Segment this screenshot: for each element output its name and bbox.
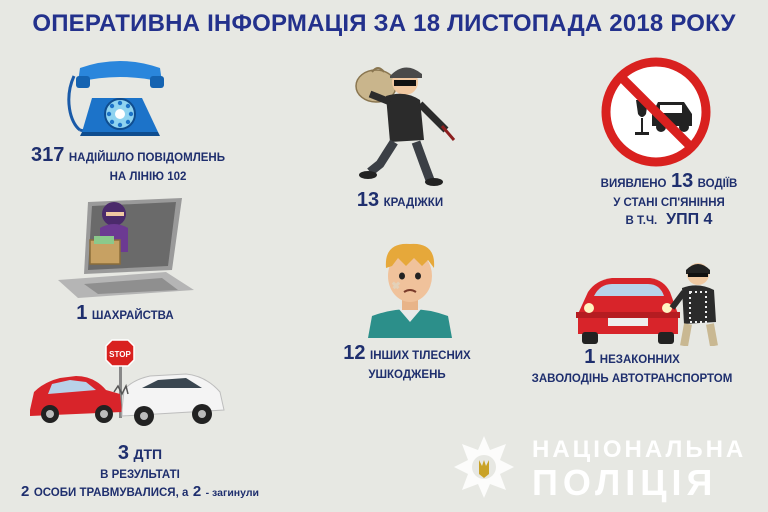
drunk-line3-label: УПП: [666, 211, 700, 229]
carjack-number: 1: [584, 346, 596, 368]
drunk-suffix: ВОДІЇВ: [697, 178, 738, 190]
phone-icon: [62, 58, 172, 138]
no-drunk-driving-icon: [600, 56, 712, 168]
calls-line2: НА ЛІНІЮ 102: [109, 171, 187, 183]
laptop-fraud-icon: [58, 192, 198, 298]
carjack-line1: НЕЗАКОННИХ: [599, 354, 680, 366]
accidents-line2: В РЕЗУЛЬТАТІ: [100, 469, 180, 481]
fraud-number: 1: [76, 302, 88, 324]
thefts-label: КРАДІЖКИ: [383, 197, 444, 209]
carjack-line2: ЗАВОЛОДІНЬ АВТОТРАНСПОРТОМ: [531, 373, 733, 385]
fraud-label: ШАХРАЙСТВА: [91, 310, 174, 322]
injured-boy-icon: [362, 238, 458, 338]
thief-icon: [350, 60, 460, 186]
drunk-line3-number: 4: [703, 211, 713, 229]
drunk-number: 13: [670, 170, 694, 192]
accidents-number: 3: [117, 442, 130, 464]
drunk-prefix: ВИЯВЛЕНО: [600, 178, 667, 190]
injuries-caption: [322, 342, 492, 383]
carjack-caption: [512, 346, 752, 387]
accidents-injured-text: ОСОБИ ТРАВМУВАЛИСЯ, а: [33, 487, 189, 500]
police-logo-line2: ПОЛІЦІЯ: [532, 462, 718, 503]
accidents-injured-number: 2: [21, 483, 30, 501]
accidents-killed-text: - загинули: [205, 487, 259, 500]
calls-number: 317: [30, 144, 65, 166]
car-thief-icon: [572, 262, 722, 346]
thefts-number: 13: [356, 189, 380, 211]
accidents-label: ДТП: [133, 446, 163, 462]
page-title: ОПЕРАТИВНА ІНФОРМАЦІЯ ЗА 18 ЛИСТОПАДА 2018 РОКУ: [32, 10, 736, 37]
injuries-line2: УШКОДЖЕНЬ: [368, 369, 446, 381]
calls-caption: [18, 144, 238, 185]
accidents-caption: [0, 442, 280, 502]
injuries-number: 12: [343, 342, 366, 364]
car-crash-icon: [26, 336, 230, 432]
stop-sign-text: STOP: [109, 350, 131, 359]
fraud-caption: [50, 302, 200, 325]
injuries-line1: ІНШИХ ТІЛЕСНИХ: [370, 350, 471, 362]
accidents-killed-number: 2: [192, 483, 202, 501]
drunk-line3-prefix: В Т.Ч.: [625, 215, 658, 228]
police-logo-line1: НАЦІОНАЛЬНА: [532, 436, 747, 463]
drunk-line2: У СТАНІ СП'ЯНІННЯ: [613, 197, 725, 209]
drunk-caption: [574, 170, 764, 230]
thefts-caption: [330, 189, 470, 212]
police-badge-icon: [452, 434, 516, 500]
calls-line1: НАДІЙШЛО ПОВІДОМЛЕНЬ: [68, 152, 226, 164]
